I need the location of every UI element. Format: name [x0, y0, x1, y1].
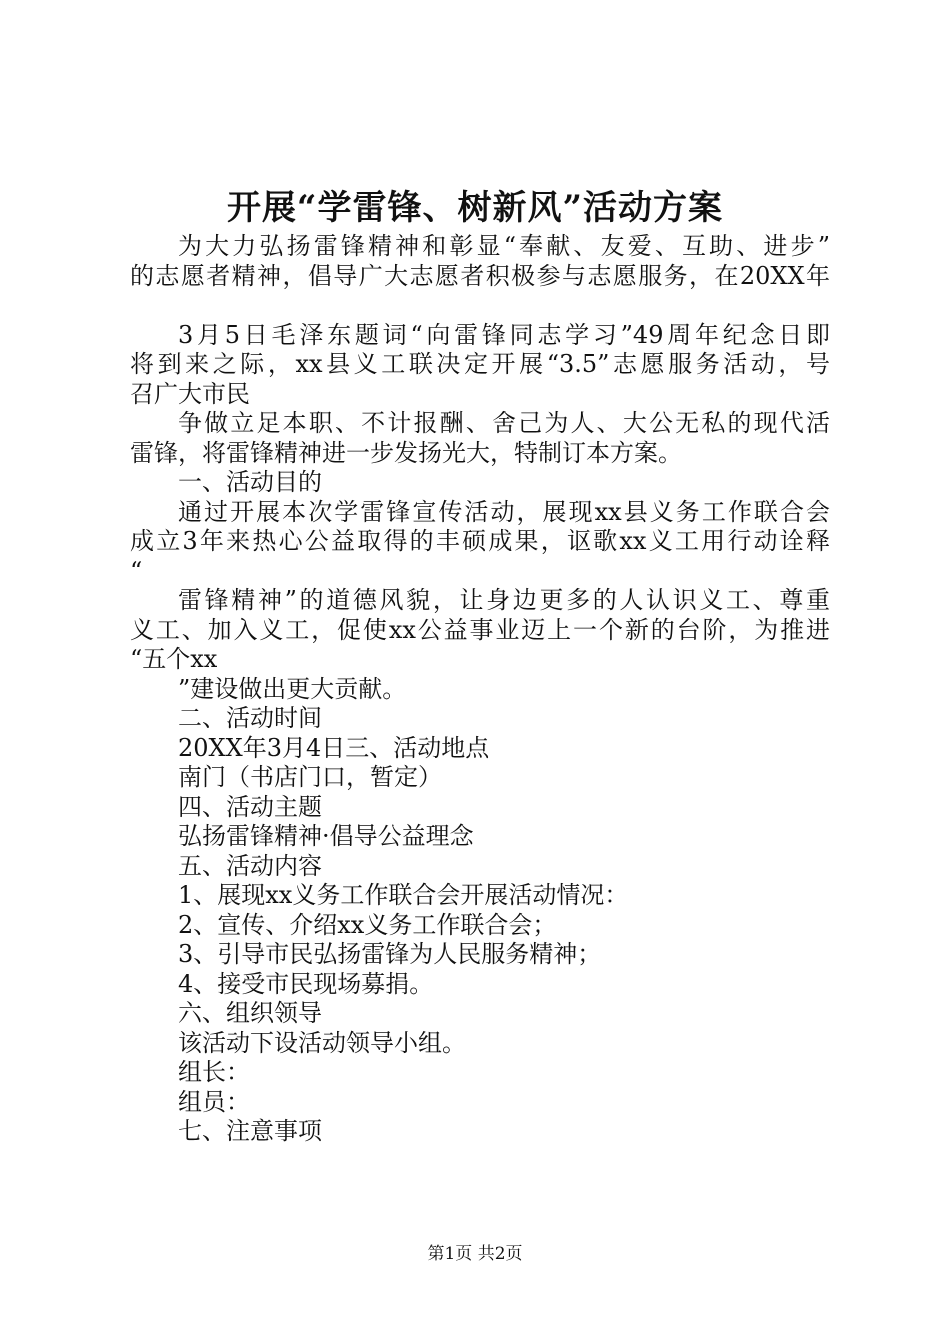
body-line: 的志愿者精神，倡导广大志愿者积极参与志愿服务，在20XX年 — [130, 261, 830, 290]
body-line: 3、引导市民弘扬雷锋为人民服务精神； — [178, 940, 602, 968]
body-line: 六、组织领导 — [178, 999, 322, 1027]
body-line: 1、展现xx义务工作联合会开展活动情况： — [178, 881, 629, 909]
body-line: 为大力弘扬雷锋精神和彰显“奉献、友爱、互助、进步” — [178, 232, 830, 260]
body-line: 组长： — [178, 1058, 250, 1086]
body-line: 弘扬雷锋精神·倡导公益理念 — [178, 822, 474, 850]
body-line: 雷锋精神”的道德风貌，让身边更多的人认识义工、尊重 — [178, 586, 830, 614]
body-line: 二、活动时间 — [178, 704, 322, 732]
body-line: 争做立足本职、不计报酬、舍己为人、大公无私的现代活 — [178, 409, 830, 437]
body-line: “五个xx — [130, 645, 218, 673]
body-line: 一、活动目的 — [178, 468, 322, 496]
body-line: 七、注意事项 — [178, 1117, 322, 1145]
body-line: 南门（书店门口，暂定） — [178, 763, 442, 791]
body-line: 2、宣传、介绍xx义务工作联合会； — [178, 910, 557, 939]
body-line: 通过开展本次学雷锋宣传活动，展现xx县义务工作联合会 — [178, 497, 830, 526]
body-line: 义工、加入义工，促使xx公益事业迈上一个新的台阶，为推进 — [130, 615, 830, 644]
document-title: 开展“学雷锋、树新风”活动方案 — [226, 188, 724, 228]
body-line: 五、活动内容 — [178, 851, 322, 880]
blank-line — [130, 291, 830, 321]
body-line: 该活动下设活动领导小组。 — [178, 1028, 466, 1057]
body-line: 3月5日毛泽东题词“向雷锋同志学习”49周年纪念日即 — [178, 320, 830, 349]
body-line: 召广大市民 — [130, 379, 250, 408]
body-line: 雷锋，将雷锋精神进一步发扬光大，特制订本方案。 — [130, 438, 682, 467]
body-line: 将到来之际，xx县义工联决定开展“3.5”志愿服务活动，号 — [130, 350, 830, 378]
body-line: 成立3年来热心公益取得的丰硕成果，讴歌xx义工用行动诠释 — [130, 527, 830, 555]
document-body — [130, 232, 830, 1147]
body-line: ”建设做出更大贡献。 — [178, 674, 407, 703]
body-line: 组员： — [178, 1087, 250, 1116]
page-footer: 第1页 共2页 — [427, 1244, 523, 1264]
body-line: 4、接受市民现场募捐。 — [178, 969, 434, 998]
body-line: 四、活动主题 — [178, 792, 322, 821]
body-line: 20XX年3月4日三、活动地点 — [178, 733, 490, 762]
body-line: “ — [130, 556, 143, 585]
